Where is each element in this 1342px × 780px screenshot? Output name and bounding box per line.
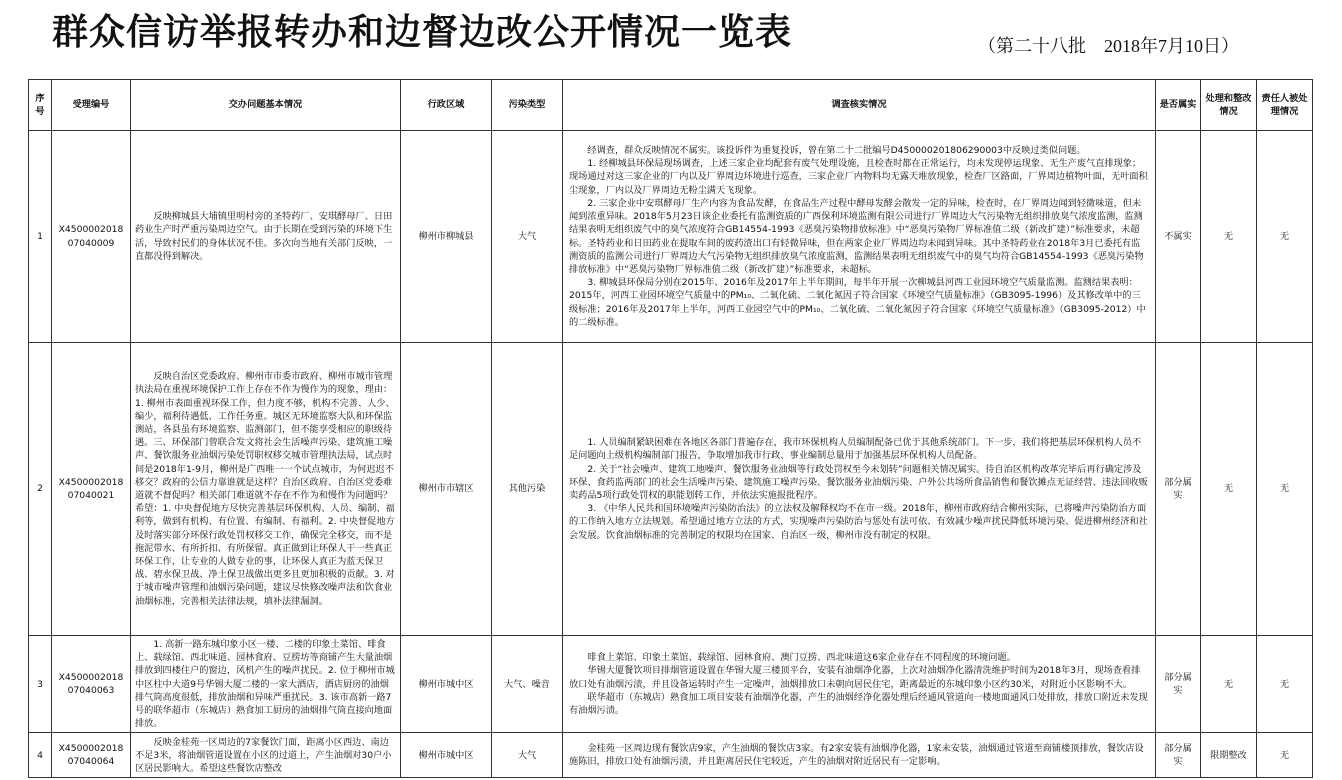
finding-paragraph: 3. 《中华人民共和国环境噪声污染防治法》的立法权及解释权均不在市一级。2018年，柳州市政府结合柳州实际，已将噪声污染防治方面的工作纳入地方立法规划。希望通过地方立法的方式，实现噪声污染防治与惩处有法可依、有效减少噪声扰民降低环境污染、促进柳州经济和社会发展。饮食油烟标准的完善制定的权限均在国家、自治区一级，柳州市没有制定的权限。: [569, 503, 1148, 541]
row-code: X450000201807040063: [52, 636, 131, 733]
row-accountability: 无: [1257, 131, 1313, 343]
issue-text: 反映柳城县大埔镇里明村旁的圣特药厂、安琪酵母厂、日田药业生产时严重污染周边空气。由于长期在受到污染的环境下生活，导致村民们的身体状况不佳。多次向当地有关部门反映，一直都没得到解决。: [135, 211, 393, 262]
row-handling: 限期整改: [1201, 733, 1257, 778]
row-issue: [131, 343, 401, 636]
finding-paragraph: 经调查，群众反映情况不属实。该投诉件为重复投诉，曾在第二十二批编号D45000020180629​0003中反映过类似问题。: [587, 145, 1086, 157]
row-is-true: 部分属实: [1156, 343, 1201, 636]
row-seq: 3: [29, 636, 52, 733]
issue-text: 反映自治区党委政府、柳州市市委市政府、柳州市城市管理执法局在重视环境保护工作上存在不作为慢作为的现象，理由：1. 柳州市表面重视环保工作，但力度不够，机构不完善、人少、编少，福利待遇低、工作任务重。城区无环境监察大队和环保监测站，各县虽有环境监察、监测部门，但不能享受相应的职级待遇。三、环保部门曾联合发文将社会生活噪声污染、建筑施工噪声、餐饮服务业油烟污染处罚职权移交城市管理执法局，试点时间是2018年1-9月，柳州是广西唯一一个试点城市，为何迟迟不移交？政府的公信力靠谁就是这样？自治区政府、自治区党委难道就不督促吗？相关部门难道就不存在不作为和慢作为问题吗？希望：1. 中央督促地方尽快完善基层环保机构、人员、编制、福利等，做到有机构、有位置、有编制、有福利。2. 中央督促地方及时落实部分环保行政处罚权移交工作，确保完全移交，而不是拖泥带水、有所折扣、有所保留。真正做到让环保人干一些真正环保工作，让专业的人做专业的事，让环保人真正为蓝天保卫战、碧水保卫战、净土保卫战做出更多且更加积极的贡献。3. 对于城市噪声管理和油烟污染问题，建议尽快修改噪声法和饮食业油烟标准，完善相关法律法规，填补法律漏洞。: [135, 371, 395, 607]
header-row: [29, 80, 1313, 131]
table-row: [29, 636, 1313, 733]
finding-paragraph: 3. 柳城县环保局分别在2015年、2016年及2017年上半年期间，每半年开展一次柳城县河西工业园环境空气质量监测。监测结果表明：2015年，河西工业园环境空气质量中的PM₁₀、二氧化硫、二氧化氮因子符合国家《环境空气质量标准》（GB3095-1996）及其修改单中的三级标准；2016年及2017年上半年，河西工业园空气中的PM₁₀、二氧化硫、二氧化氮因子符合国家《环境空气质量标准》（GB3095-2012）中的二级标准。: [569, 277, 1146, 328]
row-accountability: 无: [1257, 636, 1313, 733]
row-is-true: 部分属实: [1156, 636, 1201, 733]
row-seq: 4: [29, 733, 52, 778]
row-issue: [131, 131, 401, 343]
row-issue: [131, 733, 401, 778]
finding-paragraph: 1. 经柳城县环保局现场调查，上述三家企业均配套有废气处理设施，且检查时都在正常运行，均未发现停运现象、无生产废气直排现象；现场通过对这三家企业的厂内以及厂界周边环境进行巡查，三家企业厂内物料均无露天堆放现象，检查厂区路面，厂界周边植物叶面，无叶面积尘现象，厂内以及厂界周边无粉尘满天飞现象。: [569, 158, 1148, 196]
report-table: [28, 79, 1313, 778]
header-pollution: 污染类型: [492, 80, 563, 131]
row-seq: 1: [29, 131, 52, 343]
row-region: 柳州市城中区: [401, 733, 492, 778]
table-row: [29, 131, 1313, 343]
row-findings: [563, 733, 1156, 778]
finding-paragraph: 金桂苑一区周边现有餐饮店9家，产生油烟的餐饮店3家。有2家安装有油烟净化器，1家未安装，油烟通过管道至商铺楼顶排放，餐饮店设施陈旧，排放口处有油烟污渍，并且距离居民住宅较近，产生的油烟对附近居民有一定影响。: [569, 743, 1144, 768]
header-seq: 序号: [29, 80, 52, 131]
header-code: 受理编号: [52, 80, 131, 131]
row-seq: 2: [29, 343, 52, 636]
batch-date: （第二十八批 2018年7月10日）: [978, 36, 1239, 56]
row-region: 柳州市柳城县: [401, 131, 492, 343]
row-handling: 无: [1201, 131, 1257, 343]
finding-paragraph: 啡食上菜馆、印象土菜馆、载绿馆、园林食府、澳门豆捞、西北味道这6家企业存在不同程度的环境问题。: [587, 652, 1016, 664]
finding-paragraph: 华锡大厦餐饮项目排烟管道设置在华锡大厦三楼顶平台，安装有油烟净化器，上次对油烟净化器清洗维护时间为2018年3月，现场查看排放口处有油烟污渍，并且设备运转时产生一定噪声，油烟排放口未朝向居民住宅，距离最近的东城印象小区约30米，对附近小区影响不大。: [569, 665, 1141, 690]
finding-paragraph: 2. 三家企业中安琪酵母厂生产内容为食品发酵，在食品生产过程中酵母发酵会散发一定的异味，检查时，在厂界周边闻到轻微味道，但未闻到浓重异味。2018年5月23日该企业委托有监测资质的广西保利环境监测有限公司进行厂界周边大气污染物无组织排放臭气浓度监测，监测结果表明无组织废气中的臭气浓度符合GB14554-1993《恶臭污染物排放标准》中“恶臭污染物厂界标准值二级（新改扩建）”标准要求，未超标。圣特药业和日田药业在提取车间的废药渣出口有轻微异味，但在两家企业厂界周边均未闻到异味。其中圣特药业在2018年3月已委托有监测资质的监测公司进行厂界周边大气污染物无组织排放臭气浓度监测，监测结果表明无组织废气中的臭气均符合GB14554-1993《恶臭污染物排放标准》中“恶臭污染物厂界标准值二级（新改扩建）”标准要求，未超标。: [569, 197, 1144, 275]
row-is-true: 部分属实: [1156, 733, 1201, 778]
table-row: [29, 733, 1313, 778]
header-accountability: 责任人被处理情况: [1257, 80, 1313, 131]
finding-paragraph: 2. 关于“社会噪声、建筑工地噪声、餐饮服务业油烟等行政处罚权至今未划转”问题相关情况属实。待自治区机构改革完毕后再行确定涉及环保、食药监两部门的社会生活噪声污染、建筑施工噪声污染、餐饮服务业油烟污染、户外公共场所食品销售和餐饮摊点无证经营、违法回收贩卖药品5项行政处罚权的职能划转工作，并依法实施报批程序。: [569, 463, 1148, 501]
finding-paragraph: 1. 人员编制紧缺困难在各地区各部门普遍存在，我市环保机构人员编制配备已优于其他系统部门。下一步，我们将把基层环保机构人员不足问题向上级机构编制部门报告，争取增加我市行政、事业编制总量用于加强基层环保机构人员配备。: [569, 437, 1142, 462]
row-findings: [563, 636, 1156, 733]
page-title: 群众信访举报转办和边督边改公开情况一览表: [52, 11, 793, 53]
row-code: X450000201807040009: [52, 131, 131, 343]
finding-paragraph: 联华超市（东城店）熟食加工项目安装有油烟净化器，产生的油烟经净化器处理后经通风管道向一楼地面通风口处排放，排放口附近未发现有油烟污渍。: [569, 691, 1148, 717]
header-region: 行政区域: [401, 80, 492, 131]
header-true: 是否属实: [1156, 80, 1201, 131]
row-region: 柳州市市辖区: [401, 343, 492, 636]
row-pollution: 大气: [492, 131, 563, 343]
row-pollution: 其他污染: [492, 343, 563, 636]
row-code: X450000201807040021: [52, 343, 131, 636]
row-accountability: 无: [1257, 343, 1313, 636]
header-findings: 调查核实情况: [563, 80, 1156, 131]
row-handling: 无: [1201, 343, 1257, 636]
row-handling: 无: [1201, 636, 1257, 733]
row-findings: [563, 131, 1156, 343]
row-pollution: 大气: [492, 733, 563, 778]
table-row: [29, 343, 1313, 636]
issue-text: 1. 高新一路东城印象小区一楼、二楼的印象土菜馆、啡食上、载绿馆、西北味道、园林食府、豆捞坊等商铺产生大量油烟排放到四楼住户的窗边，风机产生的噪声扰民。2. 位于柳州市城中区柱中大道9号华锡大厦二楼的一家大酒店，酒店厨房的油烟排气筒高度很低，排放油烟和异味严重扰民。3. 该市高新一路7号的联华超市（东城店）熟食加工厨房的油烟排气筒直接向地面排放。: [135, 639, 395, 730]
row-code: X450000201807040064: [52, 733, 131, 778]
row-accountability: 无: [1257, 733, 1313, 778]
row-region: 柳州市城中区: [401, 636, 492, 733]
row-is-true: 不属实: [1156, 131, 1201, 343]
row-pollution: 大气、噪音: [492, 636, 563, 733]
header-issue: 交办问题基本情况: [131, 80, 401, 131]
header-handling: 处理和整改情况: [1201, 80, 1257, 131]
row-findings: [563, 343, 1156, 636]
issue-text: 反映金桂苑一区周边的7家餐饮门面，距离小区西边、南边不足3米，将油烟管道设置在小区的过道上，产生油烟对30户小区居民影响大。希望这些餐饮店整改: [135, 736, 392, 775]
row-issue: [131, 636, 401, 733]
